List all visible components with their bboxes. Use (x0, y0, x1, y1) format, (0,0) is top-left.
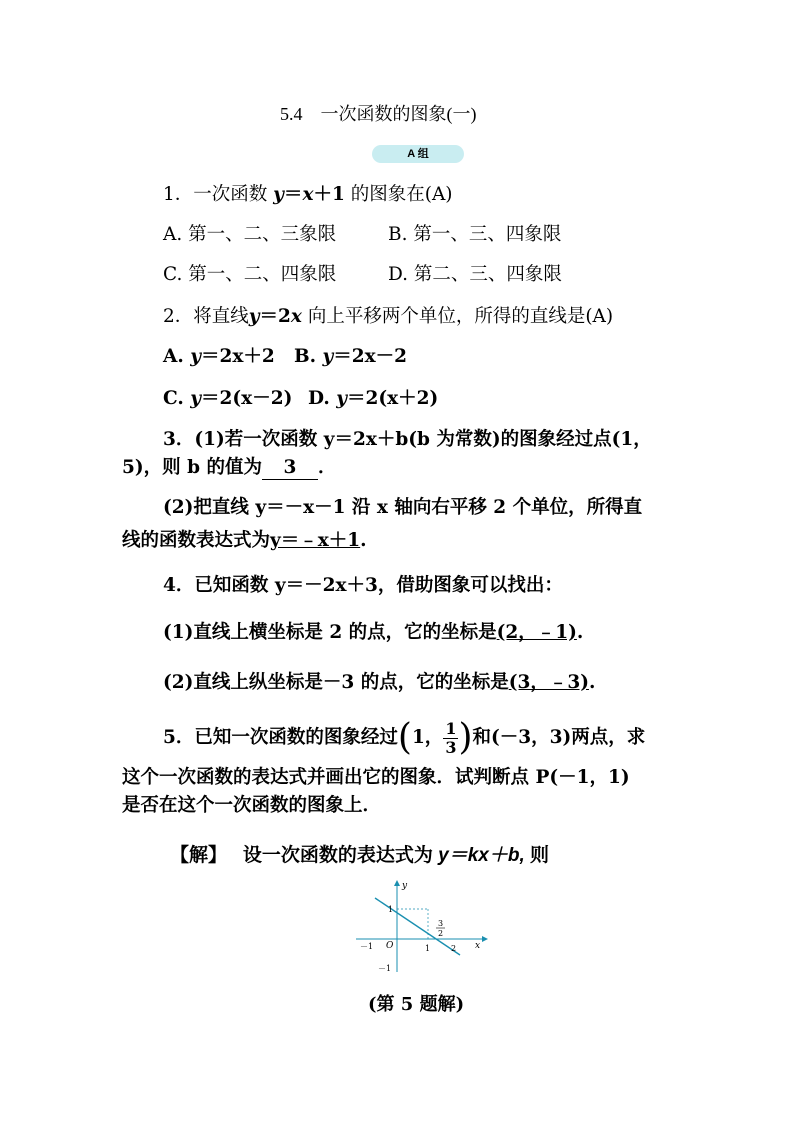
q3-part1-line2 (122, 455, 336, 481)
q3-part2-end: . (360, 530, 367, 551)
tick-x-1: 1 (425, 944, 431, 953)
q2-y: y (248, 306, 260, 327)
origin-label: O (386, 941, 394, 951)
q2-text2: 向上平移两个单位，所得的直线是(A) (301, 306, 614, 327)
q1-option-a: A. 第一、二、三象限 (163, 224, 337, 245)
solution-text: 设一次函数的表达式为 (242, 845, 433, 866)
solution-graph (350, 876, 490, 976)
q2-option-b-expr: ＝2x－2 (333, 346, 408, 367)
q2-option-c-expr: ＝2(x－2) (201, 388, 293, 409)
q3-number: 3． (163, 429, 195, 450)
q4-part2 (163, 670, 595, 696)
solution-tail: 则 (530, 845, 550, 866)
y-axis-arrow (394, 880, 400, 886)
q1-stem (163, 182, 453, 208)
q2-option-b (294, 344, 407, 370)
q2-option-d (308, 386, 438, 412)
q2-option-d-y: y (336, 388, 348, 409)
q2-number: 2． (163, 306, 194, 327)
q4-part1-text: (1)直线上横坐标是 2 的点，它的坐标是 (163, 622, 497, 643)
q4-part1 (163, 620, 583, 646)
q5-fraction (443, 720, 458, 757)
q2-option-d-label: D. (308, 388, 330, 409)
q2-option-d-expr: ＝2(x＋2) (347, 388, 439, 409)
q2-option-c-y: y (190, 388, 202, 409)
q5-line1 (163, 716, 645, 760)
q5-number: 5． (163, 727, 195, 748)
x-axis-arrow (482, 936, 488, 942)
page-title: 5.4 一次函数的图象(一) (280, 104, 477, 124)
annot-frac-den: 2 (438, 929, 444, 938)
tick-y-1: 1 (388, 905, 394, 914)
q1-option-c: C. 第一、二、四象限 (163, 264, 337, 285)
q3-part1-end: ． (317, 457, 337, 478)
q5-left-paren: ( (397, 717, 412, 758)
q1-expr-eq: ＝ (283, 184, 303, 205)
q5-text-b: 和(－3，3)两点，求 (472, 727, 646, 748)
q3-part1-line1 (163, 427, 652, 453)
q2-eq: ＝2 (259, 306, 291, 327)
tick-x-2: 2 (451, 944, 457, 953)
tick-y-neg1: －1 (378, 964, 392, 973)
q1-number: 1． (163, 184, 194, 205)
q3-part2-line1: (2)把直线 y＝－x－1 沿 x 轴向右平移 2 个单位，所得直 (163, 497, 643, 518)
q2-option-b-label: B. (294, 346, 317, 367)
q2-option-a-y: y (190, 346, 201, 367)
q4-part2-answer: (3，﹣3) (508, 672, 589, 693)
q3-part1-text1: (1)若一次函数 y＝2x＋b(b 为常数)的图象经过点(1， (194, 429, 652, 450)
q3-part1-text2: 5)，则 b 的值为 (122, 457, 262, 478)
q2-text1: 将直线 (193, 306, 249, 327)
q4-text: 已知函数 y＝－2x＋3，借助图象可以找出： (194, 575, 563, 596)
q2-x: x (290, 306, 302, 327)
q1-option-b: B. 第一、三、四象限 (388, 224, 562, 245)
q5-text-a: 已知一次函数的图象经过 (194, 727, 398, 748)
solution-bracket: 【解】 (170, 845, 228, 866)
q3-part2-line2 (122, 528, 367, 554)
q2-option-a-expr: ＝2x＋2 (201, 346, 275, 367)
solution-line (170, 840, 549, 867)
q1-expr-x: x (302, 184, 314, 205)
q4-part2-text: (2)直线上纵坐标是－3 的点，它的坐标是 (163, 672, 509, 693)
q3-part2-text2: 线的函数表达式为 (122, 530, 271, 551)
q5-frac-num: 1 (445, 718, 457, 738)
q4-part1-answer: (2，﹣1) (496, 622, 577, 643)
q5-frac-den: 3 (445, 737, 457, 757)
q4-part1-end: . (576, 622, 584, 643)
group-badge: A 组 (372, 145, 464, 163)
q3-part1-answer: 3 (262, 457, 318, 480)
q5-right-paren: ) (458, 717, 473, 758)
q4-stem (163, 573, 563, 599)
q2-option-a (163, 344, 275, 370)
q5-line2: 这个一次函数的表达式并画出它的图象．试判断点 P(－1，1) (122, 767, 630, 788)
q2-option-a-label: A. (163, 346, 184, 367)
q3-part2-answer: y＝﹣x＋1 (270, 530, 361, 551)
x-axis-label: x (475, 941, 481, 951)
q2-option-b-y: y (322, 346, 334, 367)
q2-option-c (163, 386, 292, 412)
q2-option-c-label: C. (163, 388, 184, 409)
q1-expr-y: y (273, 184, 284, 205)
annot-frac-num: 3 (438, 919, 444, 928)
solution-expr: y＝kx＋b, (438, 845, 525, 866)
q1-suffix: 的图象在(A) (344, 184, 453, 205)
q5-line3: 是否在这个一次函数的图象上． (122, 795, 382, 816)
q2-stem (163, 304, 613, 330)
q4-part2-end: . (588, 672, 596, 693)
figure-caption: (第 5 题解) (368, 994, 465, 1015)
q1-expr-tail: ＋1 (313, 184, 345, 205)
q1-prefix: 一次函数 (193, 184, 274, 205)
y-axis-label: y (402, 881, 408, 891)
q4-number: 4． (163, 575, 195, 596)
tick-x-neg1: －1 (360, 942, 374, 951)
q5-point-x: 1， (411, 727, 444, 748)
q1-option-d: D. 第二、三、四象限 (388, 264, 562, 285)
